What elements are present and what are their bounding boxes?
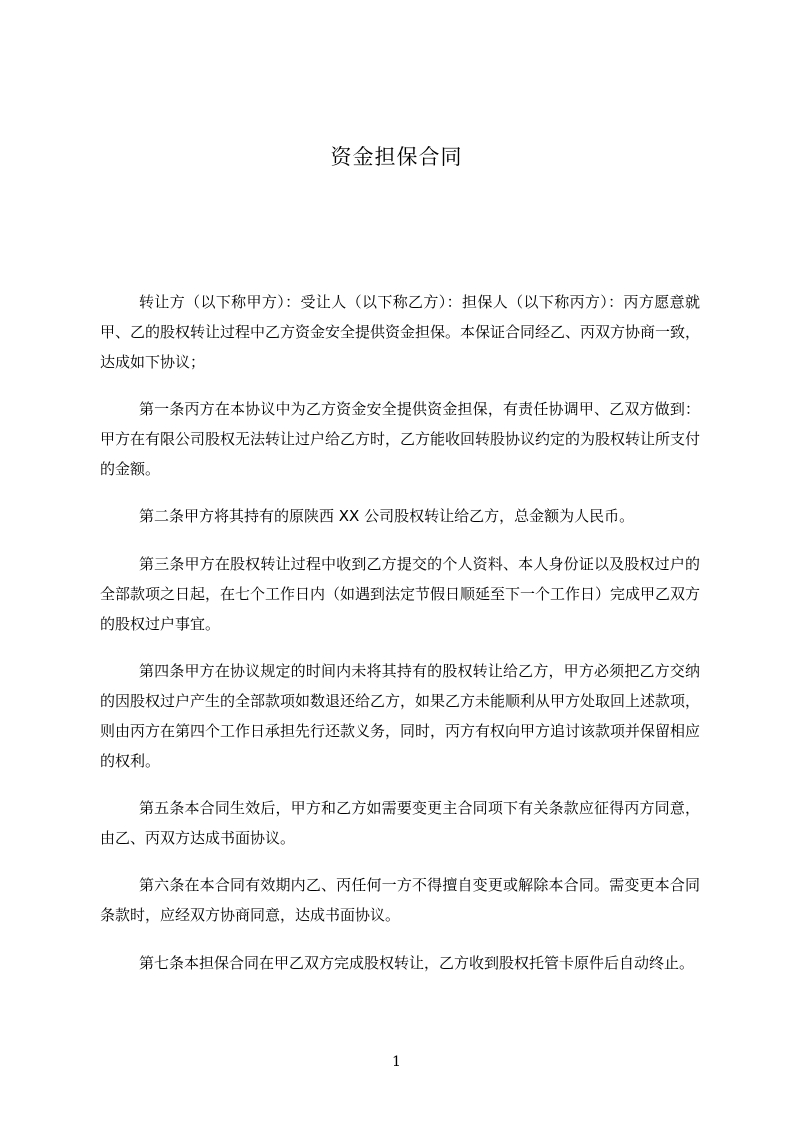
article-2-paragraph: 第二条甲方将其持有的原陕西 XX 公司股权转让给乙方，总金额为人民币。 (139, 507, 635, 525)
article-5-paragraph: 第五条本合同生效后，甲方和乙方如需要变更主合同项下有关条款应征得丙方同意，由乙、丙双方达成书面协议。 (100, 799, 700, 847)
article-6-paragraph: 第六条在本合同有效期内乙、丙任何一方不得擅自变更或解除本合同。需变更本合同条款时，应经双方协商同意，达成书面协议。 (100, 876, 700, 924)
article-1-paragraph: 第一条丙方在本协议中为乙方资金安全提供资金担保，有责任协调甲、乙双方做到：甲方在有限公司股权无法转让过户给乙方时，乙方能收回转股协议约定的为股权转让所支付的金额。 (100, 400, 701, 478)
page-number: 1 (392, 1054, 401, 1070)
article-7-paragraph: 第七条本担保合同在甲乙双方完成股权转让，乙方收到股权托管卡原件后自动终止。 (139, 954, 695, 972)
document-title: 资金担保合同 (330, 145, 463, 169)
preamble-paragraph: 转让方（以下称甲方）：受让人（以下称乙方）：担保人（以下称丙方）：丙方愿意就甲、乙的股权转让过程中乙方资金安全提供资金担保。本保证合同经乙、丙双方协商一致，达成如下协议； (100, 293, 701, 371)
article-4-paragraph: 第四条甲方在协议规定的时间内未将其持有的股权转让给乙方，甲方必须把乙方交纳的因股权过户产生的全部款项如数退还给乙方，如果乙方未能顺利从甲方处取回上述款项，则由丙方在第四个工作日承担先行还款义务，同时，丙方有权向甲方追讨该款项并保留相应的权利。 (100, 662, 701, 770)
article-3-paragraph: 第三条甲方在股权转让过程中收到乙方提交的个人资料、本人身份证以及股权过户的全部款项之日起，在七个工作日内（如遇到法定节假日顺延至下一个工作日）完成甲乙双方的股权过户事宜。 (100, 555, 701, 633)
